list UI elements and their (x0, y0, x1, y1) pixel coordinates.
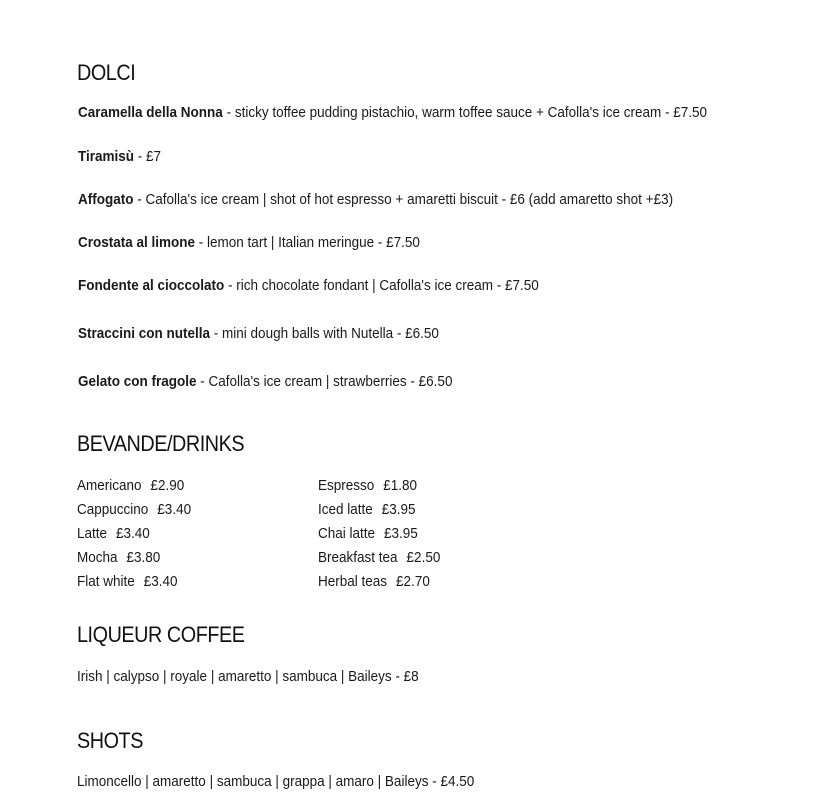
drink-name: Latte (77, 525, 108, 542)
dessert-item (78, 104, 707, 121)
drink-name: Flat white (77, 573, 135, 590)
drink-item (77, 501, 191, 518)
drink-item (318, 573, 430, 590)
dessert-name: Tiramisù (78, 148, 135, 165)
drink-name: Americano (77, 477, 142, 494)
dolci-heading: DOLCI (77, 60, 136, 85)
dessert-item (78, 191, 673, 208)
drink-item (318, 501, 416, 518)
liqueur-coffee-heading: LIQUEUR COFFEE (77, 622, 245, 647)
drinks-heading: BEVANDE/DRINKS (77, 431, 245, 456)
drink-name: Mocha (77, 549, 118, 566)
shots-heading: SHOTS (77, 728, 143, 753)
dessert-description: - £7 (134, 148, 162, 165)
drink-price: £2.50 (406, 549, 441, 566)
drink-name: Cappuccino (77, 501, 149, 518)
drink-price: £3.40 (143, 573, 178, 590)
dessert-item (78, 373, 452, 390)
drink-price: £3.40 (116, 525, 150, 542)
dessert-name: Straccini con nutella (78, 325, 211, 342)
drink-item (77, 477, 184, 494)
drink-item (318, 549, 440, 566)
dessert-name: Affogato (78, 191, 134, 208)
drink-item (77, 525, 150, 542)
dessert-item (78, 234, 420, 251)
drink-price: £3.95 (384, 525, 418, 542)
drink-price: £1.80 (383, 477, 418, 494)
drink-price: £3.40 (157, 501, 192, 518)
drink-name: Herbal teas (318, 573, 388, 590)
drink-item (318, 477, 417, 494)
dessert-name: Caramella della Nonna (78, 104, 223, 121)
dessert-description: - mini dough balls with Nutella - £6.50 (210, 325, 439, 342)
dessert-name: Crostata al limone (78, 234, 196, 251)
drink-item (318, 525, 418, 542)
drink-name: Chai latte (318, 525, 376, 542)
shots-list: Limoncello | amaretto | sambuca | grappa | amaro | Baileys - £4.50 (77, 773, 475, 790)
dessert-item (78, 325, 439, 342)
dessert-item (78, 277, 539, 294)
drink-name: Espresso (318, 477, 375, 494)
drink-price: £3.80 (126, 549, 161, 566)
dessert-description: - Cafolla's ice cream | strawberries - £6.50 (196, 373, 453, 390)
drink-price: £2.70 (396, 573, 430, 590)
dessert-item (78, 148, 161, 165)
dessert-name: Fondente al cioccolato (78, 277, 225, 294)
liqueur-coffee-list: Irish | calypso | royale | amaretto | sambuca | Baileys - £8 (77, 668, 419, 685)
dessert-description: - rich chocolate fondant | Cafolla's ice cream - £7.50 (224, 277, 539, 294)
drink-price: £2.90 (150, 477, 185, 494)
dessert-description: - Cafolla's ice cream | shot of hot espresso + amaretti biscuit - £6 (add amaretto shot +£3) (133, 191, 674, 208)
drink-item (77, 573, 178, 590)
drink-name: Iced latte (318, 501, 373, 518)
dessert-description: - lemon tart | Italian meringue - £7.50 (195, 234, 420, 251)
drink-item (77, 549, 160, 566)
drink-name: Breakfast tea (318, 549, 398, 566)
drink-price: £3.95 (381, 501, 416, 518)
dessert-description: - sticky toffee pudding pistachio, warm toffee sauce + Cafolla's ice cream - £7.50 (222, 104, 708, 121)
dessert-name: Gelato con fragole (78, 373, 197, 390)
